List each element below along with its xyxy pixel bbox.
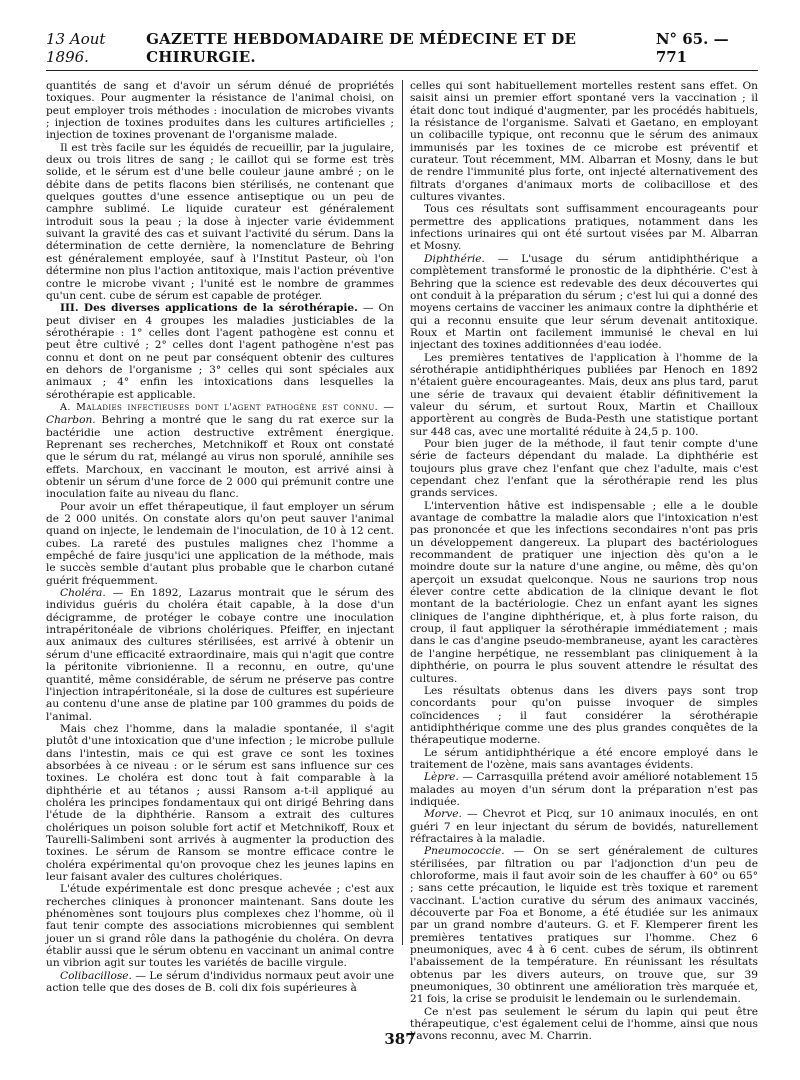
paragraph: Le sérum antidiphthérique a été encore employé dans le traitement de l'ozène, mais sans avantages évidents. [410,746,758,771]
paragraph: Les résultats obtenus dans les divers pays sont trop concordants pour qu'on puisse invoquer de simples coïncidences ; il faut considérer la sérothérapie antidiphthérique comme une des plus grandes conquêtes de la thérapeutique moderne. [410,684,758,747]
section-paragraph [46,302,394,401]
paragraph: celles qui sont habituellement mortelles restent sans effet. On saisit ainsi un premier effort spontané vers la vaccination ; il était donc tout indiqué d'augmenter, par les procédés habituels, la résistance de l'organisme. Salvati et Gaetano, en employant un colibacille typique, ont reconnu que le sérum des animaux immunisés par les toxines de ce microbe est préventif et curateur. Tout récemment, MM. Albarran et Mosny, dans le but de rendre l'immunité plus forte, ont injecté alternativement des filtrats d'organes d'animaux morts de colibacillose et des cultures vivantes. [410,80,758,204]
paragraph: quantités de sang et d'avoir un sérum dénué de propriétés toxiques. Pour augmenter la résistance de l'animal choisi, on peut employer trois méthodes : inoculation de microbes vivants ; injection de toxines produites dans les cultures artificielles ; injection de toxines provenant de l'organisme malade. [46,80,394,142]
section-text: — On peut diviser en 4 groupes les maladies justiciables de la sérothérapie : 1° celles dont l'agent pathogène est connu et peut être cultivé ; 2° celles dont l'agent pathogène n'est pas connu et dont on ne peut par conséquent obtenir des cultures en dehors de l'organisme ; 3° celles qui sont spéciales aux animaux ; 4° enfin les intoxications dans lesquelles la sérothérapie est applicable. [46,302,395,401]
left-column [46,80,394,994]
paragraph: Pour avoir un effet thérapeutique, il faut employer un sérum de 2 000 unités. On constate alors qu'on peut sauver l'animal quand on injecte, le lendemain de l'inoculation, de 10 à 12 cent. cubes. La rareté des pustules malignes chez l'homme a empêché de faire jusqu'ici une application de la méthode, mais le succès semble d'autant plus probable que le charbon cutané guérit fréquemment. [46,500,394,587]
disease-paragraph [410,845,758,1005]
right-column [410,80,758,1043]
disease-label-morve: Morve. [424,808,462,821]
paragraph-text: — L'usage du sérum antidiphthérique a complètement transformé le pronostic de la diphthérie. C'est à Behring que la science est redevable des deux découvertes qui ont conduit à la préparation du sérum ; c'est lui qui a donné des moyens certains de vacciner les animaux contre la diphthérie et qui a reconnu ensuite que leur sérum devenait antitoxique. Roux et Martin ont facilement immunisé le cheval en lui injectant des toxines additionnées d'eau iodée. [410,252,758,352]
paragraph: Les premières tentatives de l'application à l'homme de la sérothérapie antidiphthériques publiées par Henoch en 1892 n'étaient guère encourageantes. Mais, deux ans plus tard, parut une série de travaux qui devaient établir définitivement la valeur du sérum, et surtout Roux, Martin et Chailloux apportèrent au congrès de Buda-Pesth une statistique portant sur 448 cas, avec une mortalité réduite à 24,5 p. 100. [410,351,758,438]
page-number: 387 [384,1030,416,1048]
journal-title: GAZETTE HEBDOMADAIRE DE MÉDECINE ET DE CHIRURGIE. [146,30,577,66]
paragraph: L'intervention hâtive est indispensable ; elle a le double avantage de combattre la maladie alors que l'intoxication n'est pas prononcée et que les infections secondaires n'ont pas pris un développement dangereux. La plupart des bactériologues recommandent de pratiquer une injection dès qu'on a le moindre doute sur la nature d'une angine, ou même, dès qu'on aperçoit un exsudat quelconque. Nous ne saurions trop nous élever contre cette abdication de la clinique devant le flot montant de la bactériologie. Chez un enfant ayant les signes cliniques de l'angine diphthérique, et, à plus forte raison, du croup, il faut appliquer la sérothérapie immédiatement ; mais dans le cas d'angine pseudo-membraneuse, ayant les caractères de l'angine herpétique, ne ressemblant pas cliniquement à la diphthérie, on pourra le plus souvent attendre le résultat des cultures. [410,499,758,685]
disease-label-colibacillose: Colibacillose. [60,969,132,982]
subsection-heading: A. Maladies infectieuses dont l'agent pathogène est connu. [60,401,379,413]
column-divider [402,80,403,945]
disease-label-cholera: Choléra. [60,587,106,600]
disease-label-lepre: Lèpre. [424,771,459,784]
running-header [46,30,758,71]
paragraph-text: — On se sert généralement de cultures stérilisées, par filtration ou par l'adjonction d'un peu de chloroforme, mais il faut avoir soin de les chauffer à 60° ou 65° ; sans cette précaution, le liquide est très toxique et rarement vaccinant. L'action curative du sérum des animaux vaccinés, découverte par Foa et Bonome, a été étudiée sur les animaux par un grand nombre d'auteurs. G. et F. Klemperer firent les premières tentatives pratiques sur l'homme. Chez 6 pneumoniques, avec 4 à 6 cent. cubes de sérum, ils obtinrent l'abaissement de la température. En réunissant les résultats obtenus par les divers auteurs, on trouve que, sur 39 pneumoniques, 30 obtinrent une amélioration très marquée et, 21 fois, la crise se produisit le lendemain ou le surlendemain. [410,845,758,1006]
paragraph-text: — Chevrot et Picq, sur 10 animaux inoculés, en ont guéri 7 en leur injectant du sérum de bovidés, naturellement réfractaires à la maladie. [410,808,758,845]
paragraph-text: Behring a montré que le sang du rat exerce sur la bactéridie une action destructive extrêment énergique. Reprenant ses recherches, Metchnikoff et Roux ont constaté que le sérum du rat, mélangé au virus non sporulé, annihile ses effets. Marchoux, en vaccinant le mouton, est arrivé ainsi à obtenir un sérum d'une force de 2 000 qui prémunit contre une inoculation faite au niveau du flanc. [46,414,394,501]
section-heading: III. Des diverses applications de la sérothérapie. [60,302,358,315]
paragraph: Il est très facile sur les équidés de recueillir, par la jugulaire, deux ou trois litres de sang ; le caillot qui se forme est très solide, et le sérum est d'une belle couleur jaune ambré ; on le débite dans de petits flacons bien stérilisés, ne contenant que quelques gouttes d'une essence antiseptique ou un peu de camphre sublimé. Le liquide curateur est généralement introduit sous la peau ; la dose à injecter varie évidemment suivant la gravité des cas et suivant l'activité du sérum. Dans la détermination de cette dernière, la nomenclature de Behring est généralement employée, sauf à l'Institut Pasteur, où l'on détermine non plus l'action antitoxique, mais l'action préventive contre le microbe vivant ; l'unité est le nombre de grammes qu'un cent. cube de sérum est capable de protéger. [46,141,394,302]
paragraph-text: — Carrasquilla prétend avoir amélioré notablement 15 malades au moyen d'un sérum dont la préparation n'est pas indiquée. [410,771,758,808]
paragraph-text: — Le sérum d'individus normaux peut avoir une action telle que des doses de B. coli dix fois supérieures à [46,969,394,995]
paragraph: Tous ces résultats sont suffisamment encourageants pour permettre des applications pratiques, notamment dans les infections urinaires qui ont été surtout visées par M. Albarran et Mosny. [410,203,758,253]
disease-label-charbon: Charbon. [46,414,96,427]
disease-paragraph [46,970,394,995]
issue-number: N° 65. — 771 [655,30,729,66]
disease-label-pneumococcie: Pneumococcie. [424,845,505,858]
disease-paragraph [46,587,394,723]
disease-paragraph [410,808,758,845]
paragraph: Ce n'est pas seulement le sérum du lapin qui peut être thérapeutique, c'est également celui de l'homme, ainsi que nous l'avons reconnu, avec M. Charrin. [410,1005,758,1043]
paragraph-text: — En 1892, Lazarus montrait que le sérum des individus guéris du choléra était capable, à la dose d'un décigramme, de protéger le cobaye contre une inoculation intrapéritonéale de vibrions cholériques. Pfeiffer, en injectant aux animaux des cultures stérilisées, est arrivé à obtenir un sérum d'une efficacité extraordinaire, mais qui n'agit que contre la péritonite vibrionienne. Il a reconnu, en outre, qu'une quantité, même considérable, de sérum ne préserve pas contre l'injection intrapéritonéale, si la dose de cultures est supérieure au contenu d'une anse de platine par 100 grammes du poids de l'animal. [46,587,394,723]
paragraph: Pour bien juger de la méthode, il faut tenir compte d'une série de facteurs dépendant du malade. La diphthérie est toujours plus grave chez l'enfant que chez l'adulte, mais c'est cependant chez l'enfant que la sérothérapie rend les plus grands services. [410,437,758,500]
disease-paragraph [410,771,758,808]
header-date: 13 Aout 1896. [46,30,106,66]
subsection-paragraph: A. Maladies infectieuses dont l'agent pathogène est connu. — Charbon. Behring a montré que le sang du rat exerce sur la bactéridie une action destructive extrêment énergique. Reprenant ses recherches, Metchnikoff et Roux ont constaté que le sérum du rat, mélangé au virus non sporulé, annihile ses effets. Marchoux, en vaccinant le mouton, est arrivé ainsi à obtenir un sérum d'une force de 2 000 qui prémunit contre une inoculation faite au niveau du flanc. [46,400,394,501]
disease-paragraph [410,253,758,352]
paragraph: Mais chez l'homme, dans la maladie spontanée, il s'agit plutôt d'une intoxication que d'une infection ; le microbe pullule dans l'intestin, mais ce qui est grave ce sont les toxines absorbées à ce niveau : or le sérum est sans influence sur ces toxines. Le choléra est donc tout à fait comparable à la diphthérie et au tétanos ; aussi Ransom a-t-il appliqué au choléra les principes fondamentaux qui ont dirigé Behring dans l'étude de la diphthérie. Ransom a extrait des cultures cholériques un poison soluble fort actif et Metchnikoff, Roux et Taurelli-Salimbeni sont arrivés à augmenter la production des toxines. Le sérum de Ransom se montre efficace contre le choléra expérimental qu'on provoque chez les jeunes lapins en leur faisant avaler des cultures cholériques. [46,722,394,883]
disease-label-diphtherie: Diphthérie. [424,252,485,265]
paragraph: L'étude expérimentale est donc presque achevée ; c'est aux recherches cliniques à prononcer maintenant. Sans doute les phénomènes sont toujours plus complexes chez l'homme, où il faut tenir compte des associations microbiennes qui semblent jouer un si grand rôle dans la pathogénie du choléra. On devra établir aussi que le sérum obtenu en vaccinant un animal contre un vibrion agit sur toutes les variétés de bacille virgule. [46,883,394,970]
